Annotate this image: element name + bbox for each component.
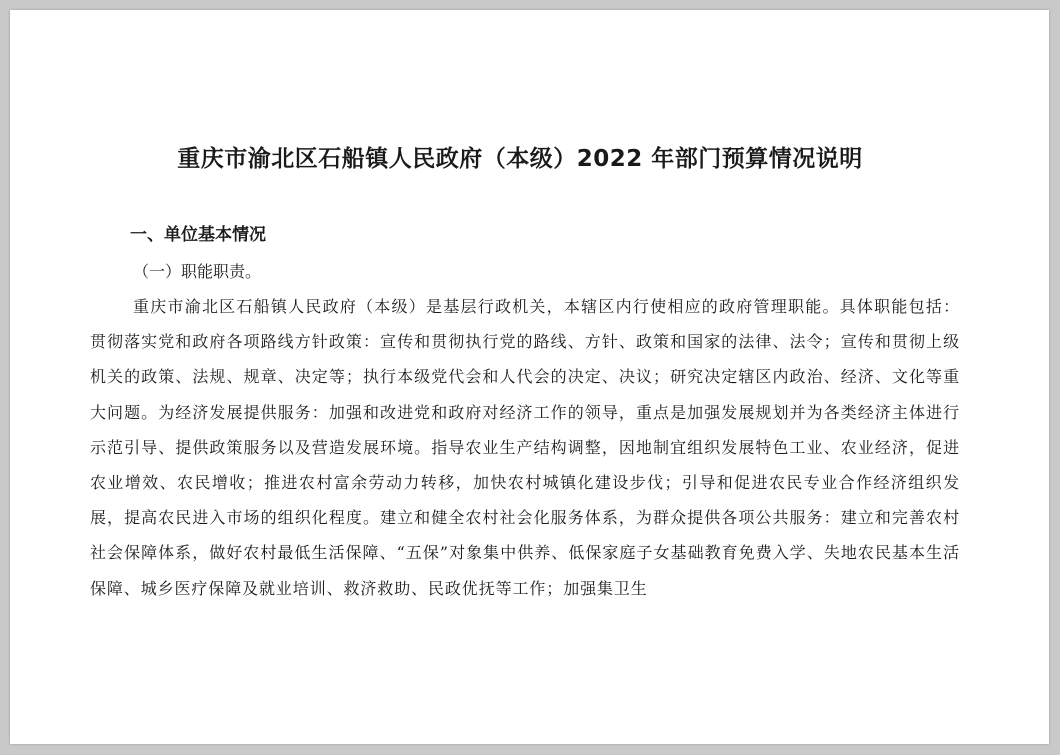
document-title: 重庆市渝北区石船镇人民政府（本级）2022 年部门预算情况说明 [177,146,863,172]
body-paragraph: 重庆市渝北区石船镇人民政府（本级）是基层行政机关，本辖区内行使相应的政府管理职能。具体职能包括：贯彻落实党和政府各项路线方针政策：宣传和贯彻执行党的路线、方针、政策和国家的法律、法令；宣传和贯彻上级机关的政策、法规、规章、决定等；执行本级党代会和人代会的决定、决议；研究决定辖区内政治、经济、文化等重大问题。为经济发展提供服务：加强和改进党和政府对经济工作的领导，重点是加强发展规划并为各类经济主体进行示范引导、提供政策服务以及营造发展环境。指导农业生产结构调整，因地制宜组织发展特色工业、农业经济，促进农业增效、农民增收；推进农村富余劳动力转移，加快农村城镇化建设步伐；引导和促进农民专业合作经济组织发展，提高农民进入市场的组织化程度。建立和健全农村社会化服务体系，为群众提供各项公共服务：建立和完善农村社会保障体系，做好农村最低生活保障、“五保”对象集中供养、低保家庭子女基础教育免费入学、失地农民基本生活保障、城乡医疗保障及就业培训、救济救助、民政优抚等工作；加强集卫生 [90,297,960,598]
section-heading: 一、单位基本情况 [130,225,266,245]
subsection-heading: （一）职能职责。 [133,262,262,281]
